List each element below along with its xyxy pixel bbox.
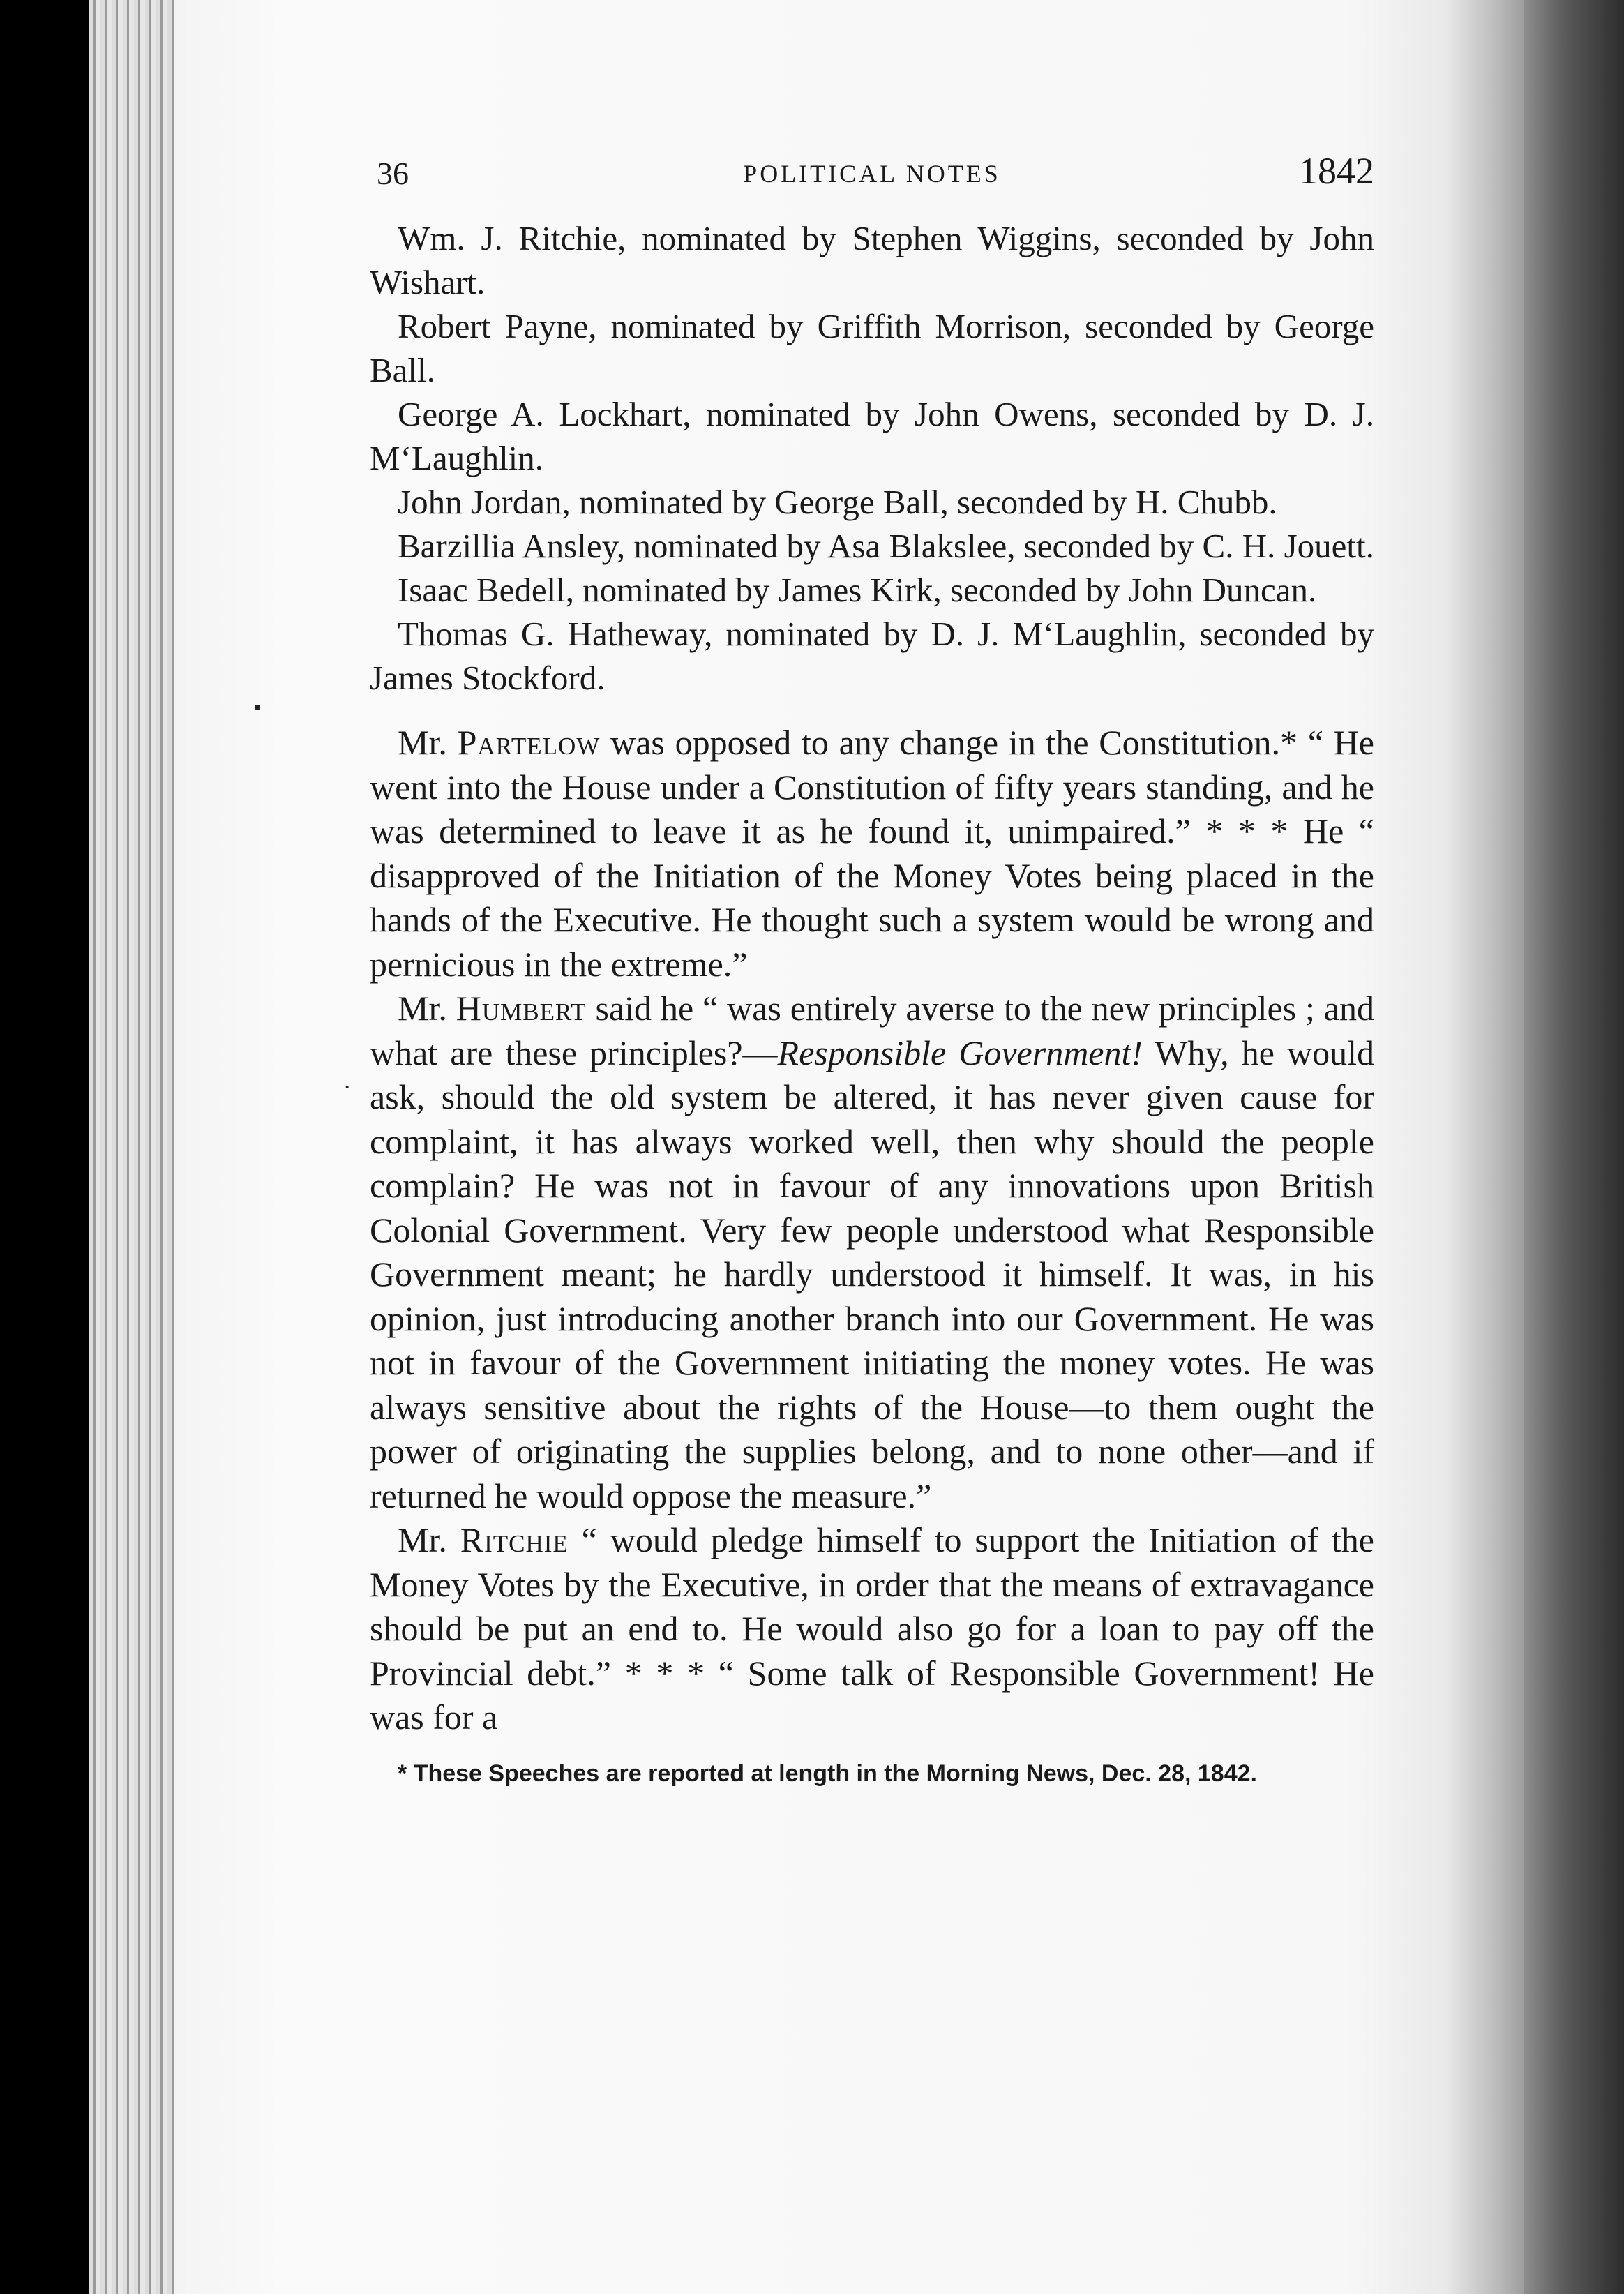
footnote: * These Speeches are reported at length in the Morning News, Dec. 28, 1842. [398,1760,1257,1787]
speech-text: “ would pledge himself to support the Initiation of the Money Votes by the Executive, in order that the means of extravagance should be put an end to. He would also go for a loan to pay off the Provincial debt.” * * * “ Some talk of Responsible Government! He was for a [370,1520,1374,1737]
speech-text: said he “ was entirely averse to the new principles ; and what are these principles?— [370,989,1374,1072]
speaker-name: Humbert [456,989,587,1028]
speech-text: Why, he would ask, should the old system be altered, it has never given cause for complaint, it has always worked well, then why should the people complain? He was not in favour of any innovations upon British Colonial Government. Very few people understood what Responsible Government meant; he hardly understood it himself. It was, in his opinion, just introducing another branch into our Government. He was not in favour of the Government initiating the money votes. He was always sensitive about the rights of the House—to them ought the power of originating the supplies belong, and to none other—and if returned he would oppose the measure.” [370,1033,1375,1515]
speech-partelow [370,721,1374,987]
page-number: 36 [377,156,409,191]
nomination-entry: George A. Lockhart, nominated by John Owens, seconded by D. J. M‘Laughlin. [370,395,1374,477]
page-content [370,147,1374,1813]
running-title: POLITICAL NOTES [743,160,1001,188]
speech-prefix: Mr. [398,723,458,762]
speaker-name: Ritchie [460,1520,569,1559]
nomination-list [370,216,1374,700]
running-head [370,147,1374,195]
nomination-entry: Thomas G. Hatheway, nominated by D. J. M‘Laughlin, seconded by James Stockford. [370,615,1374,697]
stray-mark: • [253,695,262,721]
speech-ritchie [370,1518,1374,1740]
stray-mark: · [343,1074,352,1100]
speech-humbert [370,987,1374,1518]
nomination-entry: Barzillia Ansley, nominated by Asa Blakslee, seconded by C. H. Jouett. [398,527,1374,565]
speech-prefix: Mr. [398,989,456,1028]
nomination-entry: John Jordan, nominated by George Ball, seconded by H. Chubb. [398,483,1277,521]
speech-emphasis: Responsible Government! [777,1033,1143,1072]
running-year: 1842 [1299,150,1374,192]
nomination-entry: Robert Payne, nominated by Griffith Morrison, seconded by George Ball. [370,307,1374,389]
speech-text: was opposed to any change in the Constitution.* “ He went into the House under a Constitution of fifty years standing, and he was determined to leave it as he found it, unimpaired.” * * * He “ disapproved of the Initiation of the Money Votes being placed in the hands of the Executive. He thought such a system would be wrong and pernicious in the extreme.” [370,723,1374,984]
nomination-entry: Isaac Bedell, nominated by James Kirk, seconded by John Duncan. [398,571,1317,609]
speech-prefix: Mr. [398,1520,460,1559]
gutter-shadow [1524,0,1624,2294]
speaker-name: Partelow [457,723,601,762]
nomination-entry: Wm. J. Ritchie, nominated by Stephen Wiggins, seconded by John Wishart. [370,219,1374,301]
